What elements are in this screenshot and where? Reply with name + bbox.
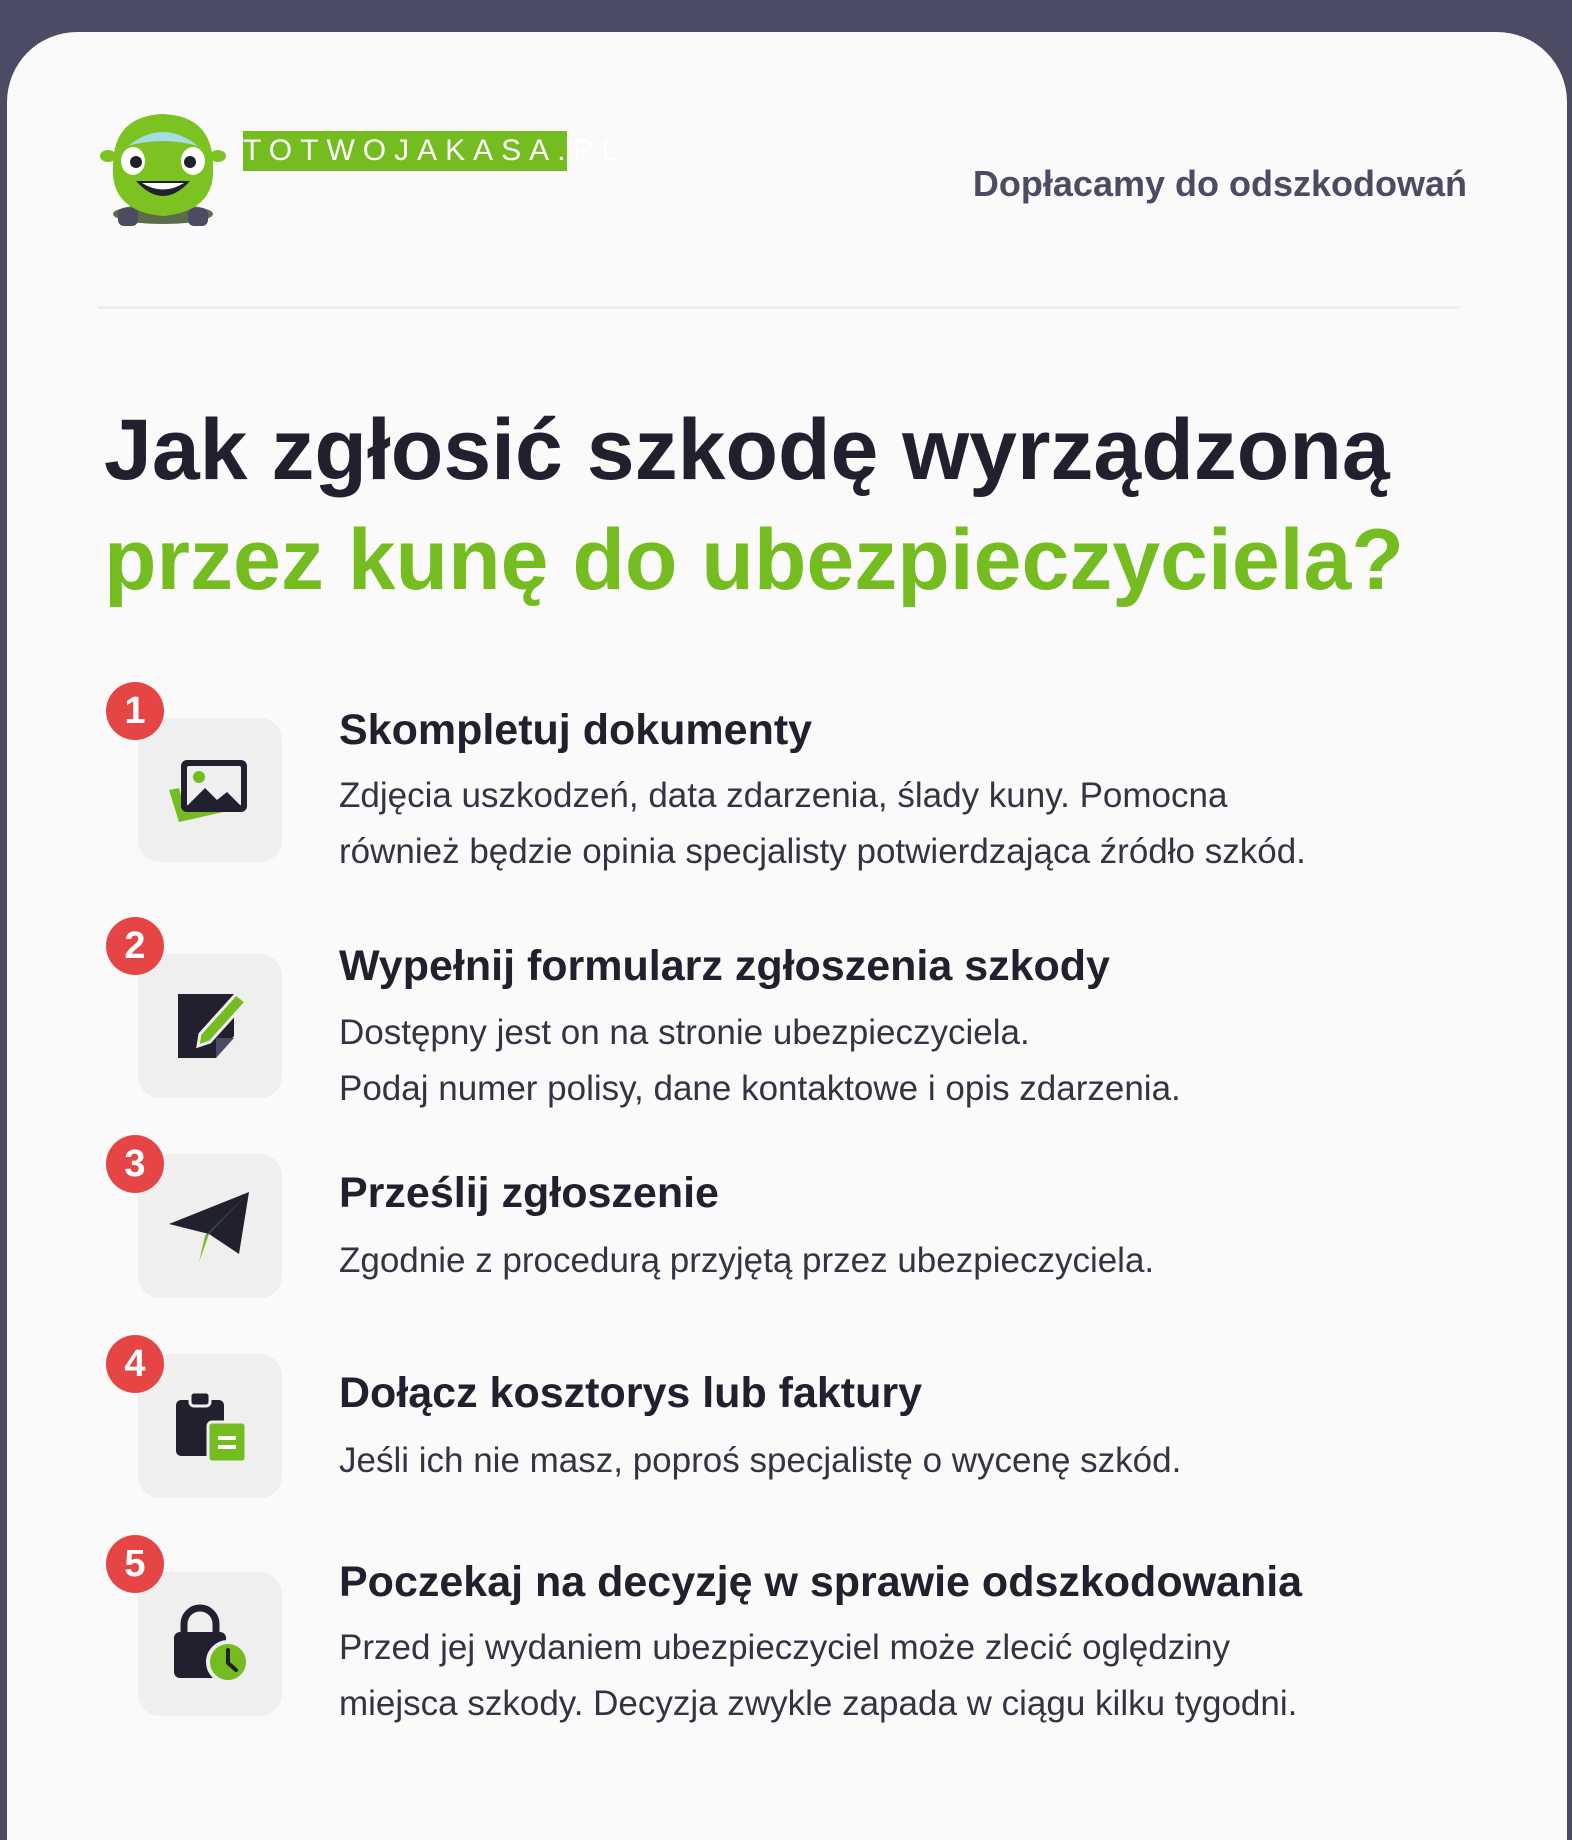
step-2-title: Wypełnij formularz zgłoszenia szkody [339, 942, 1110, 990]
step-4-number-badge: 4 [106, 1335, 164, 1393]
step-5-description [339, 1620, 1297, 1732]
step-1-desc-line: również będzie opinia specjalisty potwierdzająca źródło szkód. [339, 832, 1306, 871]
step-4-description [339, 1433, 1181, 1489]
step-5-desc-line: miejsca szkody. Decyzja zwykle zapada w ciągu kilku tygodni. [339, 1684, 1298, 1723]
car-mascot-logo [98, 96, 228, 236]
step-1-number-badge: 1 [106, 682, 164, 740]
step-2-desc-line: Dostępny jest on na stronie ubezpieczyciela. [339, 1013, 1030, 1052]
step-5-title: Poczekaj na decyzję w sprawie odszkodowania [339, 1558, 1303, 1606]
lock-clock-icon [168, 1604, 252, 1684]
step-1-description [339, 768, 1306, 880]
step-1-title: Skompletuj dokumenty [339, 706, 813, 754]
step-2-number-badge: 2 [106, 917, 164, 975]
title-line-1: Jak zgłosić szkodę wyrządzoną [104, 402, 1390, 498]
step-2-icon-box [138, 954, 282, 1098]
step-2-desc-line: Podaj numer polisy, dane kontaktowe i opis zdarzenia. [339, 1069, 1181, 1108]
clipboard-icon [170, 1386, 250, 1466]
step-4-desc-line: Jeśli ich nie masz, poproś specjalistę o wycenę szkód. [339, 1441, 1182, 1480]
step-4-title: Dołącz kosztorys lub faktury [339, 1369, 923, 1417]
photos-icon [165, 750, 255, 830]
header-divider [98, 306, 1460, 309]
step-2-description [339, 1005, 1181, 1117]
step-3-title: Prześlij zgłoszenie [339, 1169, 719, 1217]
header-tagline: Dopłacamy do odszkodowań [972, 163, 1467, 204]
step-1-icon-box [138, 718, 282, 862]
form-edit-icon [170, 986, 250, 1066]
paper-plane-icon [165, 1186, 255, 1266]
step-3-desc-line: Zgodnie z procedurą przyjętą przez ubezpieczyciela. [339, 1241, 1155, 1280]
step-3-number-badge: 3 [106, 1135, 164, 1193]
brand-name[interactable]: TOTWOJAKASA.PL [243, 131, 567, 171]
step-5-icon-box [138, 1572, 282, 1716]
step-5-desc-line: Przed jej wydaniem ubezpieczyciel może zlecić oględziny [339, 1628, 1230, 1667]
page-title [104, 395, 1404, 615]
step-1-desc-line: Zdjęcia uszkodzeń, data zdarzenia, ślady kuny. Pomocna [339, 776, 1228, 815]
step-3-description [339, 1233, 1154, 1289]
step-5-number-badge: 5 [106, 1535, 164, 1593]
title-line-2: przez kunę do ubezpieczyciela? [104, 512, 1404, 608]
